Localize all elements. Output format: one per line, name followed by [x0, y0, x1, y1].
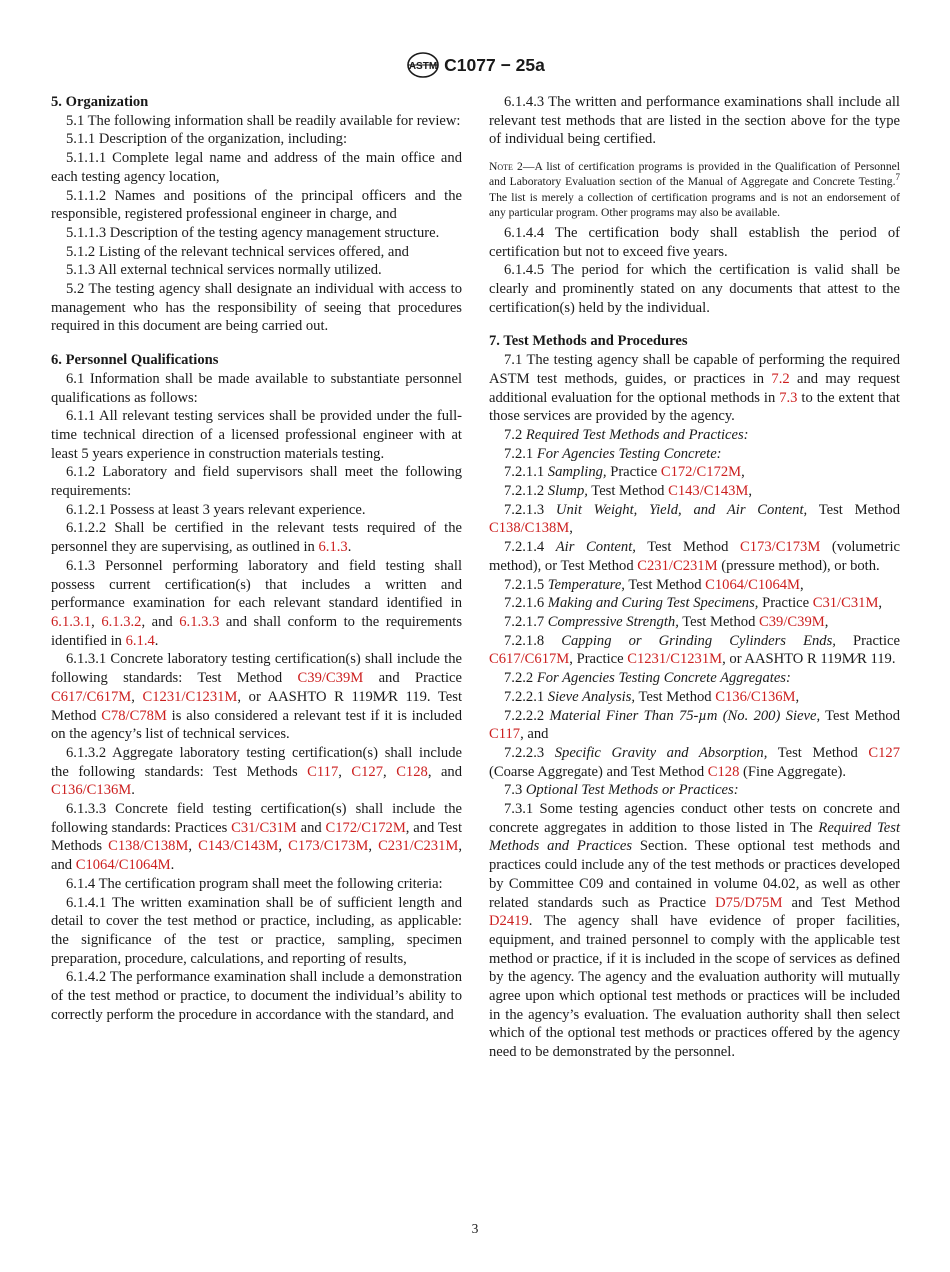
- para-7-1: 7.1 The testing agency shall be capable of performing the required ASTM test methods, guides, or practices in 7.2 and may request additional evaluation for the optional methods in 7.3 to the extent that those services are provided by the agency.: [489, 352, 900, 425]
- para-5-1-1-2: 5.1.1.2 Names and positions of the principal officers and the responsible, registered professional engineer in charge, and: [51, 187, 462, 223]
- ref-link[interactable]: C231/C231M: [378, 838, 459, 855]
- para-7-2-1-2: 7.2.1.2 Slump, Test Method C143/C143M,: [504, 483, 753, 500]
- ref-link[interactable]: C117: [489, 726, 521, 743]
- ref-link[interactable]: C128: [707, 763, 740, 780]
- ref-link[interactable]: C173/C173M: [740, 539, 821, 556]
- ref-link[interactable]: C1231/C1231M: [627, 651, 723, 668]
- para-5-1-1-1: 5.1.1.1 Complete legal name and address of the main office and each testing agency location,: [51, 150, 462, 185]
- para-6-1-3-2: 6.1.3.2 Aggregate laboratory testing certification(s) shall include the following standards: Test Methods C117, C127, C128, and C136/C136M.: [51, 744, 463, 799]
- section-6-heading: 6. Personnel Qualifications: [51, 352, 219, 369]
- ref-link[interactable]: C172/C172M: [325, 819, 406, 836]
- para-7-2-1-1: 7.2.1.1 Sampling, Practice C172/C172M,: [504, 464, 745, 481]
- para-6-1-3: 6.1.3 Personnel performing laboratory and field testing shall possess current certification(s) that includes a written and performance examination for each relevant standard identified in 6.1.3.1, 6.1.3.2, and 6.1.3.3 and shall conform to the requirements identified in 6.1.4.: [51, 557, 462, 649]
- para-6-1-3-3: 6.1.3.3 Concrete field testing certification(s) shall include the following standards: Practices C31/C31M and C172/C172M, and Test Methods C138/C138M, C143/C143M, C173/C173M, C231/C231M, and C1064/C1064M.: [51, 801, 463, 874]
- ref-link[interactable]: 6.1.4: [125, 632, 155, 649]
- ref-link[interactable]: C136/C136M: [51, 782, 132, 799]
- ref-link[interactable]: C31/C31M: [231, 819, 297, 836]
- para-5-1-1: 5.1.1 Description of the organization, including:: [66, 131, 348, 148]
- para-6-1-2-1: 6.1.2.1 Possess at least 3 years relevant experience.: [66, 501, 366, 518]
- ref-link[interactable]: C128: [396, 763, 428, 780]
- ref-link[interactable]: C143/C143M: [668, 483, 749, 500]
- para-7-2-1-4: 7.2.1.4 Air Content, Test Method C173/C173M (volumetric method), or Test Method C231/C231M (pressure method), or both.: [489, 539, 900, 574]
- para-6-1-4-5: 6.1.4.5 The period for which the certification is valid shall be clearly and prominently stated on any documents that attest to the certification(s) held by the individual.: [489, 262, 900, 316]
- ref-link[interactable]: C1064/C1064M: [75, 857, 171, 874]
- para-5-1-1-3: 5.1.1.3 Description of the testing agency management structure.: [66, 224, 440, 241]
- para-6-1-4-1: 6.1.4.1 The written examination shall be of sufficient length and detail to cover the test method or practice, including, as applicable: the significance of the test or practice, sampling, specimen preparation, procedure, calculations, and reporting of results,: [51, 894, 462, 967]
- section-7-heading: 7. Test Methods and Procedures: [489, 333, 688, 350]
- para-7-2: 7.2 Required Test Methods and Practices:: [504, 426, 749, 443]
- document-designation: C1077 − 25a: [444, 55, 545, 75]
- para-7-2-2-3: 7.2.2.3 Specific Gravity and Absorption, Test Method C127 (Coarse Aggregate) and Test Method C128 (Fine Aggregate).: [489, 744, 901, 780]
- ref-link[interactable]: C1064/C1064M: [705, 576, 801, 593]
- ref-link[interactable]: C39/C39M: [759, 613, 825, 630]
- ref-link[interactable]: 6.1.3.2: [101, 613, 142, 630]
- ref-link[interactable]: C78/C78M: [101, 707, 167, 724]
- para-6-1-3-1: 6.1.3.1 Concrete laboratory testing certification(s) shall include the following standards: Test Method C39/C39M and Practice C617/C617M, C1231/C1231M, or AASHTO R 119M⁄R 119. Test Method C78/C78M is also considered a relevant test if it is included on the agency’s list of technical services.: [51, 651, 462, 743]
- para-5-1: 5.1 The following information shall be readily available for review:: [66, 112, 461, 129]
- ref-link[interactable]: 6.1.3.1: [51, 613, 92, 630]
- ref-link[interactable]: C136/C136M: [715, 688, 796, 705]
- para-7-2-1-3: 7.2.1.3 Unit Weight, Yield, and Air Content, Test Method C138/C138M,: [489, 501, 900, 537]
- footnote-marker: 7: [895, 172, 900, 183]
- para-6-1-4-4: 6.1.4.4 The certification body shall establish the period of certification but not to exceed five years.: [489, 224, 900, 260]
- ref-link[interactable]: 7.2: [771, 370, 790, 387]
- ref-link[interactable]: C138/C138M: [489, 520, 570, 537]
- ref-link[interactable]: C231/C231M: [637, 557, 718, 574]
- para-6-1-2-2: 6.1.2.2 Shall be certified in the relevant tests required of the personnel they are supervising, as outlined in 6.1.3.: [51, 520, 462, 556]
- para-7-3: 7.3 Optional Test Methods or Practices:: [504, 782, 739, 799]
- ref-link[interactable]: D75/D75M: [715, 894, 783, 911]
- para-6-1-4: 6.1.4 The certification program shall meet the following criteria:: [66, 875, 443, 892]
- ref-link[interactable]: D2419: [489, 913, 529, 930]
- ref-link[interactable]: 6.1.3.3: [179, 613, 220, 630]
- para-6-1-1: 6.1.1 All relevant testing services shall be provided under the full-time technical direction of a licensed professional engineer with at least 5 years experience in construction materials testing.: [51, 408, 462, 462]
- section-5-heading: 5. Organization: [51, 94, 149, 110]
- astm-logo-text: ASTM: [408, 61, 438, 72]
- para-7-2-1-8: 7.2.1.8 Capping or Grinding Cylinders Ends, Practice C617/C617M, Practice C1231/C1231M, or AASHTO R 119M⁄R 119.: [489, 632, 900, 668]
- ref-link[interactable]: C172/C172M: [660, 464, 742, 481]
- para-5-1-3: 5.1.3 All external technical services normally utilized.: [66, 262, 382, 279]
- para-6-1-4-2: 6.1.4.2 The performance examination shall include a demonstration of the test method or practice, to document the individual’s ability to correctly perform the procedure in accordance with the standard, and: [51, 969, 462, 1023]
- para-7-2-2-1: 7.2.2.1 Sieve Analysis, Test Method C136/C136M,: [504, 688, 800, 705]
- para-6-1: 6.1 Information shall be made available to substantiate personnel qualifications as follows:: [51, 370, 462, 406]
- ref-link[interactable]: C39/C39M: [297, 670, 364, 687]
- page-number: 3: [471, 1221, 479, 1236]
- para-7-3-1: 7.3.1 Some testing agencies conduct other tests on concrete and concrete aggregates in addition to those listed in The Required Test Methods and Practices Section. These optional test methods and practices could include any of the test methods or practices developed by Committee C09 and contained in volume 04.02, as well as other related standards such as Practice D75/D75M and Test Method D2419. The agency shall have evidence of proper facilities, equipment, and trained personnel to comply with the applicable test method or practice, if it is included in the scope of services as defined by the agency. The agency and the evaluation authority will mutually agree upon which optional test methods or practices will be included in the agency’s evaluation. The evaluation authority shall then select which of the optional test methods or practices offered by the agency need to be demonstrated by the personnel.: [489, 801, 901, 1061]
- para-6-1-4-3: 6.1.4.3 The written and performance examinations shall include all relevant test methods that are listed in the section above for the type of individual being certified.: [489, 94, 900, 148]
- para-7-2-2: 7.2.2 For Agencies Testing Concrete Aggregates:: [504, 670, 791, 687]
- ref-link[interactable]: 6.1.3: [318, 539, 348, 556]
- ref-link[interactable]: C31/C31M: [812, 595, 879, 612]
- para-7-2-1: 7.2.1 For Agencies Testing Concrete:: [504, 445, 722, 462]
- ref-link[interactable]: C1231/C1231M: [142, 688, 238, 705]
- astm-logo-icon: [405, 50, 441, 80]
- note-2: Note 2—A list of certification programs is provided in the Qualification of Personnel and Laboratory Evaluation section of the Manual of Aggregate and Concrete Testing.$^7$ The list is merely a collection of certification programs and is not an endorsement of any particular program. Other programs may also be available.: [489, 160, 900, 219]
- para-5-2: 5.2 The testing agency shall designate an individual with access to management who has the responsibility of seeing that procedures required in this document are being carried out.: [51, 281, 462, 335]
- para-6-1-2: 6.1.2 Laboratory and field supervisors shall meet the following requirements:: [51, 464, 462, 500]
- ref-link[interactable]: 7.3: [779, 389, 798, 406]
- ref-link[interactable]: C173/C173M: [288, 838, 369, 855]
- ref-link[interactable]: C117: [307, 763, 339, 780]
- ref-link[interactable]: C143/C143M: [198, 838, 279, 855]
- para-5-1-2: 5.1.2 Listing of the relevant technical services offered, and: [66, 243, 409, 260]
- left-column: [51, 93, 462, 1024]
- para-7-2-1-5: 7.2.1.5 Temperature, Test Method C1064/C1064M,: [504, 576, 804, 593]
- para-7-2-1-7: 7.2.1.7 Compressive Strength, Test Method C39/C39M,: [504, 613, 829, 630]
- ref-link[interactable]: C617/C617M: [489, 651, 570, 668]
- right-column: [489, 93, 900, 1062]
- ref-link[interactable]: C127: [868, 744, 901, 761]
- page-header: [0, 50, 950, 80]
- ref-link[interactable]: C138/C138M: [108, 838, 189, 855]
- para-7-2-2-2: 7.2.2.2 Material Finer Than 75-µm (No. 200) Sieve, Test Method C117, and: [489, 707, 901, 743]
- note-label: Note 2: [489, 160, 523, 174]
- para-7-2-1-6: 7.2.1.6 Making and Curing Test Specimens, Practice C31/C31M,: [504, 595, 883, 612]
- ref-link[interactable]: C617/C617M: [51, 688, 132, 705]
- ref-link[interactable]: C127: [351, 763, 384, 780]
